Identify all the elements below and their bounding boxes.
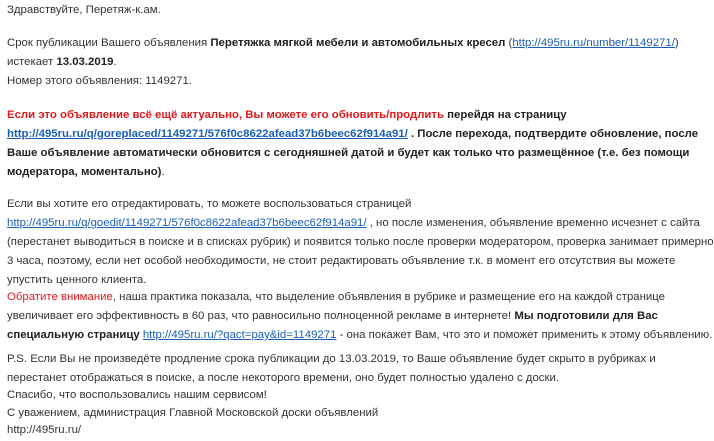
edit-line-4: 3 часа, поэтому, если нет особой необходимости, не стоит редактировать объявление т.к. в момент его отсутствия вы можете [7,255,676,267]
edit-line-2 [7,214,700,233]
text: истекает [7,56,57,68]
text: Мы подготовили для Вас [514,310,658,322]
promo-line-2 [7,307,658,326]
ad-title: Перетяжка мягкой мебели и автомобильных кресел [210,37,506,49]
text: перейдя на страницу [444,109,567,121]
text: , наша практика показала, что выделение объявления в рубрике и размещение его на каждой странице [112,291,665,303]
renew-link[interactable]: http://495ru.ru/q/goreplaced/1149271/576f0c8622afead37b6beec62f914a91/ [7,128,408,140]
ad-number: Номер этого объявления: 1149271. [7,75,192,87]
text: . [161,166,165,178]
text: - она покажет Вам, что это и поможет применить к этому объявлению. [336,329,713,341]
text: , но после изменения, объявление временно исчезнет с сайта [366,217,700,229]
text: модератора, моментально) [7,166,162,178]
expiry-date: 13.03.2019 [56,56,114,68]
attention-notice: Обратите внимание [7,291,113,303]
renew-notice: Если это объявление всё ещё актуально, Вы можете его обновить/продлить [7,109,445,121]
pay-link[interactable]: http://495ru.ru/?qact=pay&id=1149271 [142,329,337,341]
site-url: http://495ru.ru/ [7,424,82,436]
edit-link[interactable]: http://495ru.ru/q/goedit/1149271/576f0c8622afead37b6beec62f914a91/ [7,217,367,229]
edit-line-3: (перестанет выводиться в поиске и в списках рубрик) и появится только после проверки модератором, проверка занимает примерно [7,236,714,248]
text: увеличивает его эффективность в 60 раз, что равносильно полноценной рекламе в интернете! [7,310,515,322]
edit-line-1: Если вы хотите его отредактировать, то можете воспользоваться страницей [7,198,412,210]
ps-line-2: перестанет отображаться в поиске, а после некоторого времени, оно будет полностью удалено с доски. [7,372,559,384]
text: ) [674,37,679,49]
text: . После перехода, подтвердите обновление, после [407,128,699,140]
text: ( [505,37,513,49]
renew-line-3: Ваше объявление автоматически обновится с сегодняшней датой и будет как только что размещённое (т.е. без помощи [7,147,690,159]
text: Срок публикации Вашего объявления [7,37,211,49]
text: . [113,56,117,68]
renew-line-2 [7,125,698,144]
renew-line-4 [7,163,165,182]
publication-line-2 [7,53,117,72]
ps-line-1: P.S. Если Вы не произведёте продление срока публикации до 13.03.2019, то Ваше объявление будет скрыто в рубриках и [7,353,656,365]
renew-line-1 [7,106,567,125]
publication-line-1 [7,34,679,53]
ad-link[interactable]: http://495ru.ru/number/1149271/ [512,37,675,49]
signature-line: С уважением, администрация Главной Московской доски объявлений [7,407,379,419]
thanks-line: Спасибо, что воспользовались нашим сервисом! [7,389,267,401]
promo-line-1 [7,288,665,307]
text: специальную страницу [7,329,140,341]
promo-line-3 [7,326,712,345]
edit-line-5: упустить ценного клиента. [7,274,147,286]
greeting: Здравствуйте, Перетяж-к.ам. [7,4,161,16]
